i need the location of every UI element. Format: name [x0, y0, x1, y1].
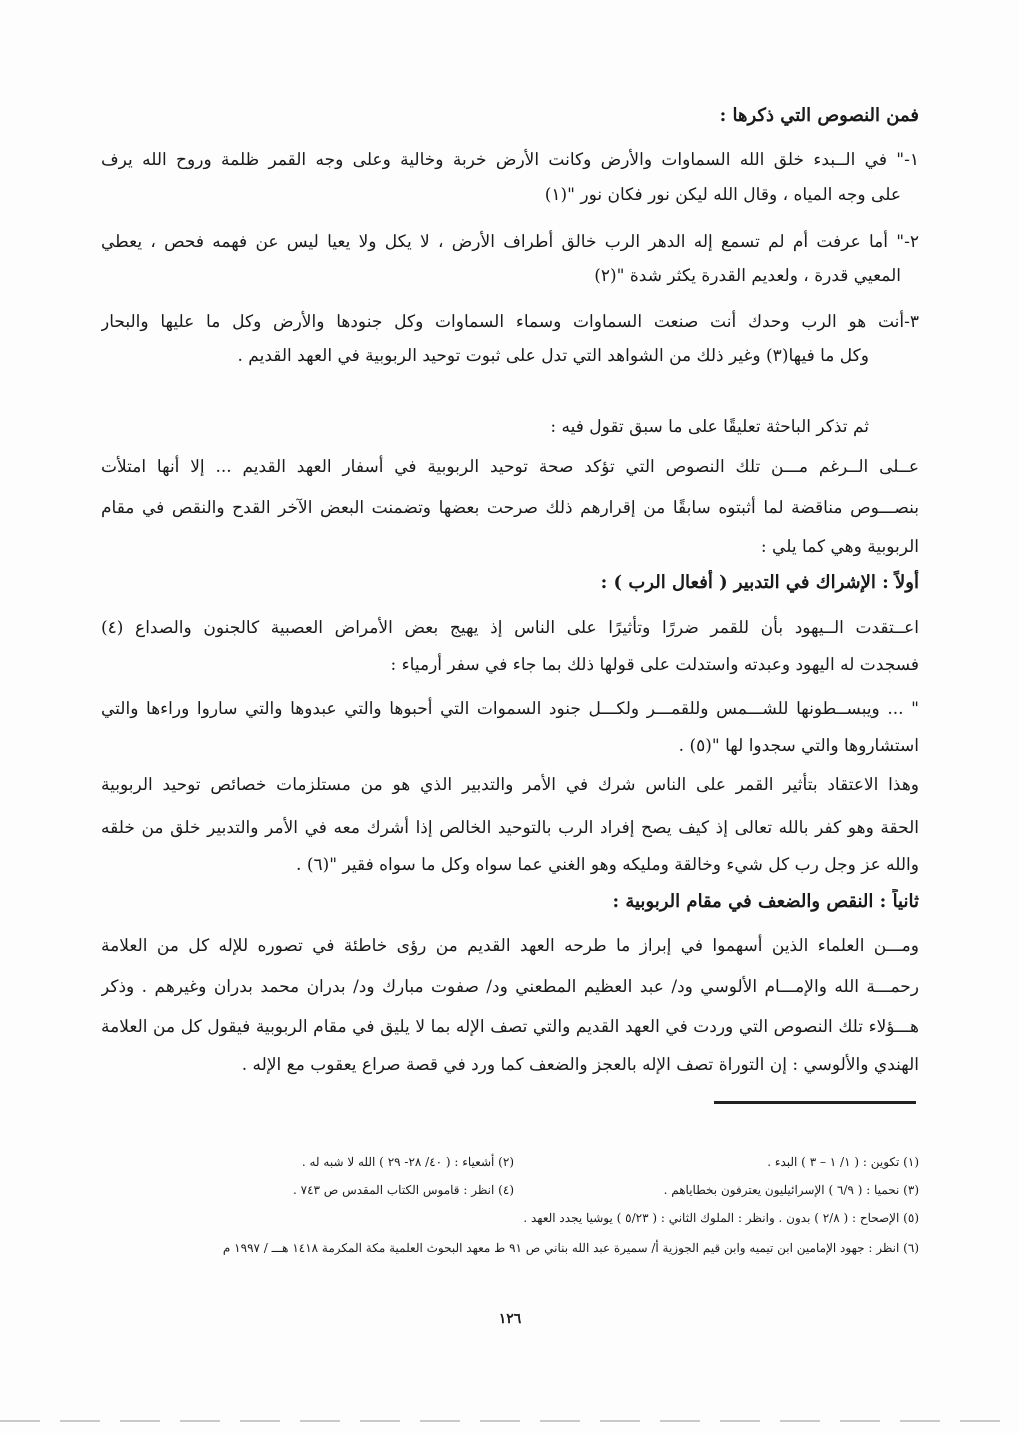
text-line: المعيي قدرة ، ولعديم القدرة يكثر شدة "(٢)	[594, 266, 901, 286]
footnote-3: (٣) نحميا : ( ٦/٩ ) الإسرائيليون يعترفون بخطاياهم .	[663, 1183, 919, 1197]
scan-edge-divider	[0, 1420, 1019, 1422]
text-line: استشاروها والتي سجدوا لها "(٥) .	[678, 736, 919, 756]
text-line: رحمـــة الله والإمـــام الألوسي ود/ عبد العظيم المطعني ود/ صفوت مبارك ود/ بدران محمد بدران وغيرهم . وذكر	[101, 977, 919, 997]
footnote-6: (٦) انظر : جهود الإمامين ابن تيميه وابن قيم الجوزية أ/ سميرة عبد الله بناني ص ٩١ ط معهد البحوث العلمية مكة المكرمة ١٤١٨ هـــ / ١٩٩٧ م	[222, 1241, 919, 1255]
footnote-4: (٤) انظر : قاموس الكتاب المقدس ص ٧٤٣ .	[292, 1183, 514, 1197]
text-line: ٢-" أما عرفت أم لم تسمع إله الدهر الرب خالق أطراف الأرض ، لا يكل ولا يعيا ليس عن فهمه فحص ، يعطي	[101, 232, 919, 252]
section-heading: فمن النصوص التي ذكرها :	[719, 105, 919, 126]
text-line: اعــتقدت الــيهود بأن للقمر ضررًا وتأثيرًا على الناس إذ يهيج بعض الأمراض العصبية كالجنون والصداع (٤)	[101, 618, 919, 638]
text-line: ١-" في الــبدء خلق الله السماوات والأرض وكانت الأرض خربة وخالية وعلى وجه القمر ظلمة وروح الله يرف	[101, 150, 919, 170]
text-line: والله عز وجل رب كل شيء وخالقة ومليكه وهو الغني عما سواه وكل ما سواه فقير "(٦) .	[296, 855, 919, 875]
text-line: عــلى الــرغم مـــن تلك النصوص التي تؤكد صحة توحيد الربوبية في أسفار العهد القديم ... إلا أنها امتلأت	[101, 457, 919, 477]
subheading-first: أولاً : الإشراك في التدبير ( أفعال الرب ) :	[600, 572, 919, 593]
subheading-second: ثانياً : النقص والضعف في مقام الربوبية :	[612, 891, 919, 912]
text-line: هـــؤلاء تلك النصوص التي وردت في العهد القديم والتي تصف الإله بما لا يليق في مقام الربوبية فيقول كل من العلامة	[101, 1017, 919, 1037]
text-line: الهندي والألوسي : إن التوراة تصف الإله بالعجز والضعف كما ورد في قصة صراع يعقوب مع الإله .	[241, 1055, 919, 1075]
page-number: ١٢٦	[498, 1311, 522, 1327]
text-line: ومـــن العلماء الذين أسهموا في إبراز ما طرحه العهد القديم من رؤى خاطئة في تصوره للإله كل من العلامة	[101, 936, 919, 956]
text-line: الحقة وهو كفر بالله تعالى إذ كيف يصح إفراد الرب بالتوحيد الخالص إذا أشرك معه في الأمر والتدبير خلق من خلقه	[101, 818, 919, 838]
footnote-5: (٥) الإصحاح : ( ٢/٨ ) بدون . وانظر : الملوك الثاني : ( ٥/٢٣ ) يوشيا يجدد العهد .	[523, 1211, 919, 1225]
text-line: " ... ويبســطونها للشـــمس وللقمـــر ولكـــل جنود السموات التي أحبوها والتي عبدوها والتي ساروا وراءها والتي	[101, 699, 919, 719]
text-line: ٣-أنت هو الرب وحدك أنت صنعت السماوات وسماء السماوات وكل جنودها والأرض وكل ما عليها والبحار	[101, 312, 919, 332]
text-line: ثم تذكر الباحثة تعليقًا على ما سبق تقول فيه :	[550, 417, 869, 437]
text-line: فسجدت له اليهود وعبدته واستدلت على قولها ذلك بما جاء في سفر أرمياء :	[390, 655, 919, 675]
text-line: وهذا الاعتقاد بتأثير القمر على الناس شرك في الأمر والتدبير الذي هو من مستلزمات خصائص توحيد الربوبية	[101, 775, 919, 795]
text-line: على وجه المياه ، وقال الله ليكن نور فكان نور "(١)	[544, 185, 901, 205]
footnote-1: (١) تكوين : ( ١/ ١ – ٣ ) البدء .	[767, 1155, 919, 1169]
text-line: وكل ما فيها(٣) وغير ذلك من الشواهد التي تدل على ثبوت توحيد الربوبية في العهد القديم .	[237, 346, 869, 366]
footnote-2: (٢) أشعياء : ( ٤٠/ ٢٨- ٢٩ ) الله لا شبه له .	[301, 1155, 514, 1169]
text-line: الربوبية وهي كما يلي :	[760, 537, 919, 557]
footnote-separator	[714, 1101, 916, 1104]
text-line: بنصـــوص مناقضة لما أثبتوه سابقًا من إقرارهم ذلك صرحت بعضها وتضمنت البعض الآخر القدح والنقص في مقام	[101, 498, 919, 518]
